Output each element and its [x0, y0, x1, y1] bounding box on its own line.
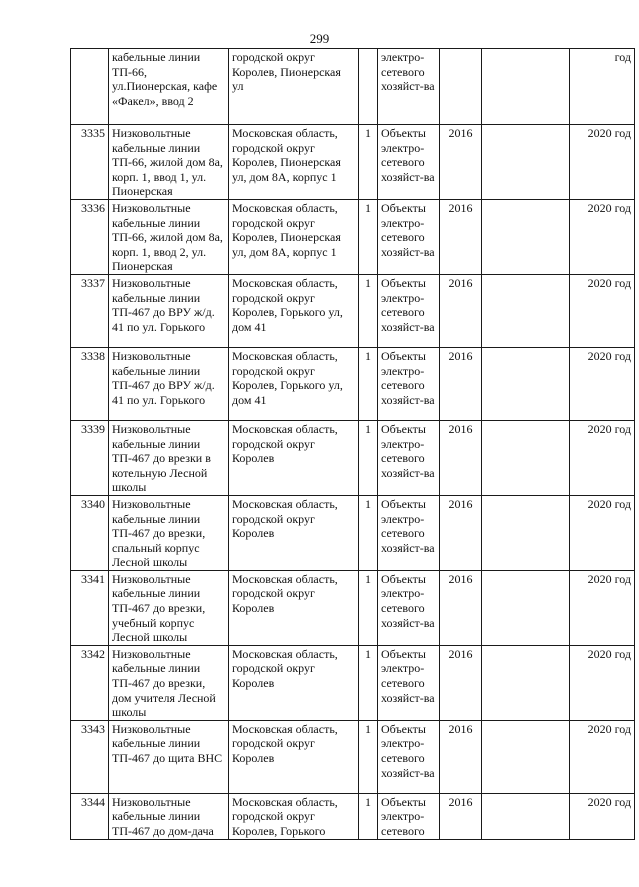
empty-cell	[482, 495, 570, 570]
registration-year: 2016	[440, 570, 482, 645]
term-year: 2020 год	[570, 199, 635, 274]
table-row	[71, 495, 635, 570]
table-row	[71, 720, 635, 793]
term-year: 2020 год	[570, 274, 635, 347]
object-type: Объекты электро-сетевого хозяйст-ва	[378, 125, 440, 200]
object-quantity: 1	[359, 420, 378, 495]
table-row	[71, 420, 635, 495]
object-address: Московская область, городской округ Королев	[229, 720, 359, 793]
object-name: Низковольтные кабельные линии ТП-467 до врезки, дом учителя Лесной школы	[109, 645, 229, 720]
table-row	[71, 125, 635, 200]
registration-year: 2016	[440, 199, 482, 274]
empty-cell	[482, 125, 570, 200]
empty-cell	[482, 720, 570, 793]
term-year: год	[570, 49, 635, 125]
object-address: городской округ Королев, Пионерская ул	[229, 49, 359, 125]
term-year: 2020 год	[570, 347, 635, 420]
row-number: 3337	[71, 274, 109, 347]
empty-cell	[482, 420, 570, 495]
table-row	[71, 347, 635, 420]
object-name: Низковольтные кабельные линии ТП-467 до ВРУ ж/д. 41 по ул. Горького	[109, 347, 229, 420]
row-number: 3344	[71, 793, 109, 839]
empty-cell	[482, 49, 570, 125]
row-number: 3340	[71, 495, 109, 570]
object-type: Объекты электро-сетевого хозяйст-ва	[378, 274, 440, 347]
object-quantity: 1	[359, 570, 378, 645]
object-address: Московская область, городской округ Королев, Горького	[229, 793, 359, 839]
object-address: Московская область, городской округ Королев	[229, 420, 359, 495]
object-quantity: 1	[359, 274, 378, 347]
object-type: Объекты электро-сетевого хозяйст-ва	[378, 495, 440, 570]
object-address: Московская область, городской округ Королев, Пионерская ул, дом 8А, корпус 1	[229, 125, 359, 200]
empty-cell	[482, 570, 570, 645]
empty-cell	[482, 274, 570, 347]
registration-year: 2016	[440, 125, 482, 200]
term-year: 2020 год	[570, 720, 635, 793]
table-row	[71, 49, 635, 125]
table-row	[71, 570, 635, 645]
object-type: Объекты электро-сетевого хозяйст-ва	[378, 199, 440, 274]
object-quantity	[359, 49, 378, 125]
object-address: Московская область, городской округ Королев, Горького ул, дом 41	[229, 347, 359, 420]
register-table	[70, 48, 635, 840]
term-year: 2020 год	[570, 125, 635, 200]
empty-cell	[482, 793, 570, 839]
object-quantity: 1	[359, 199, 378, 274]
empty-cell	[482, 347, 570, 420]
row-number	[71, 49, 109, 125]
row-number: 3341	[71, 570, 109, 645]
term-year: 2020 год	[570, 570, 635, 645]
row-number: 3338	[71, 347, 109, 420]
row-number: 3342	[71, 645, 109, 720]
object-name: Низковольтные кабельные линии ТП-467 до врезки, спальный корпус Лесной школы	[109, 495, 229, 570]
object-address: Московская область, городской округ Королев, Горького ул, дом 41	[229, 274, 359, 347]
object-quantity: 1	[359, 125, 378, 200]
term-year: 2020 год	[570, 793, 635, 839]
object-name: Низковольтные кабельные линии ТП-467 до дом-дача	[109, 793, 229, 839]
registration-year: 2016	[440, 495, 482, 570]
row-number: 3343	[71, 720, 109, 793]
page-number: 299	[309, 31, 330, 46]
object-quantity: 1	[359, 720, 378, 793]
object-type: Объекты электро-сетевого хозяйст-ва	[378, 645, 440, 720]
object-name: Низковольтные кабельные линии ТП-467 до врезки в котельную Лесной школы	[109, 420, 229, 495]
object-quantity: 1	[359, 793, 378, 839]
object-address: Московская область, городской округ Королев	[229, 645, 359, 720]
object-address: Московская область, городской округ Королев	[229, 495, 359, 570]
object-name: кабельные линии ТП-66, ул.Пионерская, кафе «Факел», ввод 2	[109, 49, 229, 125]
object-name: Низковольтные кабельные линии ТП-467 до ВРУ ж/д. 41 по ул. Горького	[109, 274, 229, 347]
object-type: Объекты электро-сетевого хозяйст-ва	[378, 570, 440, 645]
object-name: Низковольтные кабельные линии ТП-66, жилой дом 8а, корп. 1, ввод 1, ул. Пионерская	[109, 125, 229, 200]
object-name: Низковольтные кабельные линии ТП-467 до врезки, учебный корпус Лесной школы	[109, 570, 229, 645]
object-type: Объекты электро-сетевого	[378, 793, 440, 839]
object-type: электро-сетевого хозяйст-ва	[378, 49, 440, 125]
object-address: Московская область, городской округ Королев	[229, 570, 359, 645]
object-name: Низковольтные кабельные линии ТП-66, жилой дом 8а, корп. 1, ввод 2, ул. Пионерская	[109, 199, 229, 274]
object-type: Объекты электро-сетевого хозяйст-ва	[378, 720, 440, 793]
table-row	[71, 645, 635, 720]
term-year: 2020 год	[570, 420, 635, 495]
object-name: Низковольтные кабельные линии ТП-467 до щита ВНС	[109, 720, 229, 793]
empty-cell	[482, 199, 570, 274]
term-year: 2020 год	[570, 495, 635, 570]
object-type: Объекты электро-сетевого хозяйст-ва	[378, 347, 440, 420]
registration-year: 2016	[440, 793, 482, 839]
table-row	[71, 199, 635, 274]
object-address: Московская область, городской округ Королев, Пионерская ул, дом 8А, корпус 1	[229, 199, 359, 274]
row-number: 3335	[71, 125, 109, 200]
object-type: Объекты электро-сетевого хозяйст-ва	[378, 420, 440, 495]
row-number: 3336	[71, 199, 109, 274]
registration-year: 2016	[440, 720, 482, 793]
table-row	[71, 274, 635, 347]
empty-cell	[482, 645, 570, 720]
registration-year: 2016	[440, 420, 482, 495]
registration-year: 2016	[440, 645, 482, 720]
object-quantity: 1	[359, 347, 378, 420]
table-row	[71, 793, 635, 839]
registration-year: 2016	[440, 347, 482, 420]
object-quantity: 1	[359, 645, 378, 720]
row-number: 3339	[71, 420, 109, 495]
registration-year	[440, 49, 482, 125]
term-year: 2020 год	[570, 645, 635, 720]
object-quantity: 1	[359, 495, 378, 570]
registration-year: 2016	[440, 274, 482, 347]
